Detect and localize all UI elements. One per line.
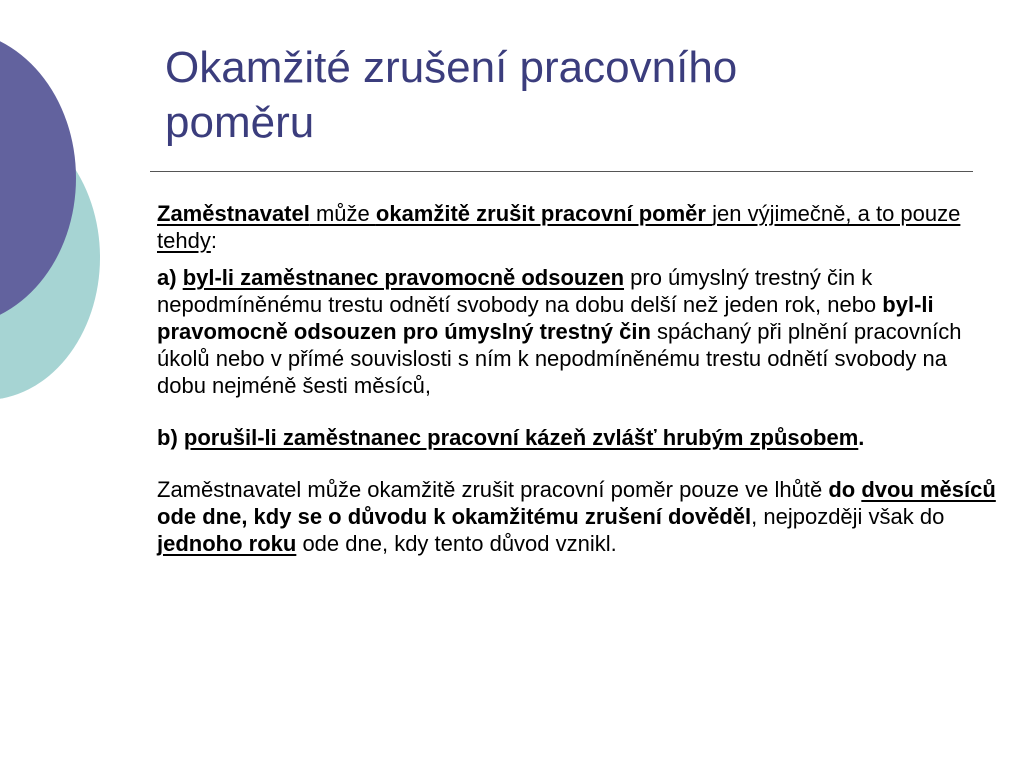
item-a-label: a) bbox=[157, 265, 177, 290]
item-b-violation: porušil-li zaměstnanec pracovní kázeň zvlášť hrubým způsobem bbox=[183, 425, 859, 450]
title-divider bbox=[150, 171, 973, 172]
deadline-text-2: , nejpozději však do bbox=[751, 504, 945, 529]
item-b-paragraph bbox=[157, 424, 997, 451]
title-line-2: poměru bbox=[165, 98, 315, 147]
intro-may: může bbox=[309, 201, 376, 226]
slide-body bbox=[157, 200, 997, 557]
deadline-one-year: jednoho roku bbox=[157, 531, 297, 556]
deadline-paragraph bbox=[157, 476, 997, 557]
item-a-text-1: pro úmyslný trestný čin k nepodmíněnému trestu odnětí svobody na dobu delší než jeden rok, nebo bbox=[157, 265, 883, 317]
item-b-period: . bbox=[858, 425, 865, 450]
deadline-two-months: dvou měsíců bbox=[861, 477, 996, 502]
deadline-do: do bbox=[828, 477, 856, 502]
title-line-1: Okamžité zrušení pracovního bbox=[165, 43, 738, 92]
deadline-rest-bold: ode dne, kdy se o důvodu k okamžitému zrušení dověděl bbox=[157, 504, 752, 529]
item-a-text-2: spáchaný při plnění pracovních úkolů nebo v přímé souvislosti s ním k nepodmíněnému trestu odnětí svobody na dobu nejméně šesti měsíců, bbox=[157, 319, 962, 398]
item-a-paragraph bbox=[157, 264, 997, 399]
deadline-text-3: ode dne, kdy tento důvod vznikl. bbox=[296, 531, 617, 556]
item-a-convicted-2: byl-li pravomocně odsouzen pro úmyslný trestný čin bbox=[157, 292, 934, 344]
item-a-convicted: byl-li zaměstnanec pravomocně odsouzen bbox=[182, 265, 625, 290]
intro-only: jen výjimečně, a to pouze tehdy bbox=[157, 201, 961, 253]
deadline-text-1: Zaměstnavatel může okamžitě zrušit pracovní poměr pouze ve lhůtě bbox=[157, 477, 829, 502]
item-b-label: b) bbox=[157, 425, 178, 450]
intro-terminate: okamžitě zrušit pracovní poměr bbox=[375, 201, 706, 226]
intro-paragraph bbox=[157, 200, 997, 254]
intro-employer: Zaměstnavatel bbox=[157, 201, 310, 226]
intro-colon: : bbox=[210, 228, 217, 253]
slide-title bbox=[165, 40, 965, 150]
